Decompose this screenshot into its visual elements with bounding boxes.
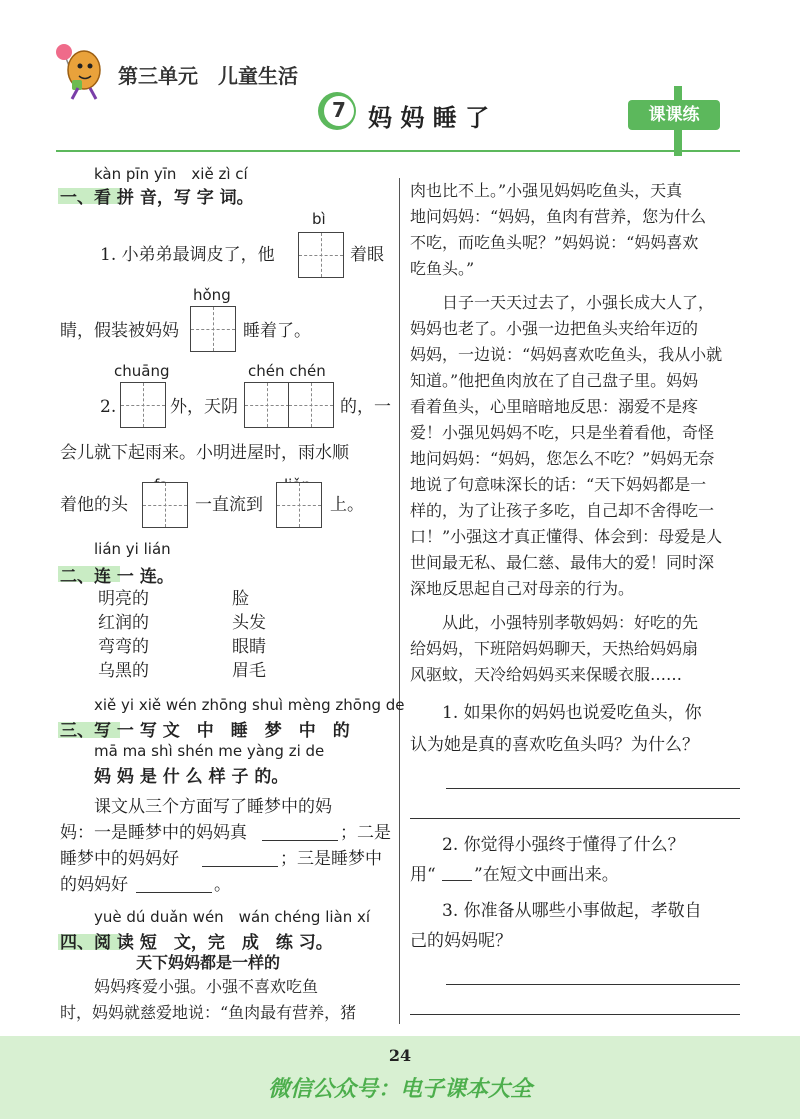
lesson-title: 妈 妈 睡 了 bbox=[368, 104, 490, 132]
q3-line1: 3. 你准备从哪些小事做起，孝敬自 bbox=[442, 901, 702, 921]
story-right-17: 从此，小强特别孝敬妈妈：好吃的先 bbox=[442, 613, 699, 632]
s3-line3a: 睡梦中的妈妈好 bbox=[60, 849, 179, 869]
story-right-13: 样的，为了让孩子多吃，自己却不舍得吃一 bbox=[410, 501, 715, 520]
q2-text-d: 着他的头 bbox=[60, 495, 128, 515]
q2-text-e: 一直流到 bbox=[195, 495, 263, 515]
column-divider bbox=[399, 178, 400, 1024]
story-right-7: 妈妈，一边说：“妈妈喜欢吃鱼头，我从小就 bbox=[410, 345, 723, 364]
blank-1[interactable] bbox=[262, 840, 338, 841]
section3-pinyin2: mā ma shì shén me yàng zi de bbox=[94, 742, 325, 760]
q1-text-a: 1. 小弟弟最调皮了，他 bbox=[100, 245, 275, 265]
story-right-2: 地问妈妈：“妈妈，鱼肉有营养，您为什么 bbox=[410, 207, 707, 226]
q1-line2: 认为她是真的喜欢吃鱼头吗？为什么？ bbox=[410, 735, 699, 755]
story-right-14: 口！”小强这才真正懂得、体会到：母爱是人 bbox=[410, 527, 723, 546]
pinyin-chenchen: chén chén bbox=[248, 362, 326, 380]
lesson-number: 7 bbox=[332, 98, 346, 122]
s3-line1: 课文从三个方面写了睡梦中的妈 bbox=[94, 797, 332, 817]
pinyin-bi: bì bbox=[312, 210, 326, 228]
section3-title1: 三、写 一 写 文 中 睡 梦 中 的 bbox=[60, 721, 350, 741]
story-right-1: 肉也比不上。”小强见妈妈吃鱼头，天真 bbox=[410, 181, 683, 200]
section2-pinyin: lián yi lián bbox=[94, 540, 171, 558]
match-right-2[interactable]: 头发 bbox=[232, 613, 266, 633]
q1-text-b: 着眼 bbox=[350, 245, 384, 265]
section2-title: 二、连 一 连。 bbox=[60, 567, 174, 587]
q2-line2b: ”在短文中画出来。 bbox=[474, 865, 619, 885]
story-right-6: 妈妈也老了。小强一边把鱼头夹给年迈的 bbox=[410, 319, 699, 338]
match-right-4[interactable]: 眉毛 bbox=[232, 661, 266, 681]
section1-pinyin: kàn pīn yīn xiě zì cí bbox=[94, 165, 248, 183]
q2-text-f: 上。 bbox=[330, 495, 364, 515]
section4-title: 四、阅 读 短 文，完 成 练 习。 bbox=[60, 933, 333, 953]
section4-pinyin: yuè dú duǎn wén wán chéng liàn xí bbox=[94, 908, 371, 926]
match-right-3[interactable]: 眼睛 bbox=[232, 637, 266, 657]
s3-line2b: ；二是 bbox=[340, 823, 391, 843]
story-right-9: 看着鱼头，心里暗暗地反思：溺爱不是疼 bbox=[410, 397, 699, 416]
story-left-2: 时，妈妈就慈爱地说：“鱼肉最有营养，猪 bbox=[60, 1003, 357, 1022]
q2-text-c: 会儿就下起雨来。小明进屋时，雨水顺 bbox=[60, 443, 349, 463]
answer-line-2[interactable] bbox=[410, 818, 740, 819]
answer-line-3[interactable] bbox=[446, 984, 740, 985]
q1-text-c: 睛，假装被妈妈 bbox=[60, 321, 179, 341]
header-rule bbox=[56, 150, 740, 152]
wechat-label: 微信公众号：电子课本大全 bbox=[267, 1077, 532, 1102]
mascot-icon bbox=[54, 40, 108, 102]
answer-line-4[interactable] bbox=[410, 1014, 740, 1015]
story-right-18: 给妈妈，下班陪妈妈聊天，天热给妈妈扇 bbox=[410, 639, 699, 658]
story-right-16: 深地反思起自己对母亲的行为。 bbox=[410, 579, 635, 598]
practice-badge: 课课练 bbox=[628, 100, 720, 130]
pinyin-hong: hǒng bbox=[193, 286, 231, 304]
match-left-2[interactable]: 红润的 bbox=[98, 613, 149, 633]
story-right-12: 地说了句意味深长的话：“天下妈妈都是一 bbox=[410, 475, 707, 494]
s3-line4a: 的妈妈好 bbox=[60, 875, 128, 895]
match-left-3[interactable]: 弯弯的 bbox=[98, 637, 149, 657]
s3-line4b: 。 bbox=[214, 875, 231, 895]
s3-line3b: ；三是睡梦中 bbox=[280, 849, 382, 869]
write-box-chen1[interactable] bbox=[244, 382, 290, 428]
write-box-chen2[interactable] bbox=[288, 382, 334, 428]
write-box-hong[interactable] bbox=[190, 306, 236, 352]
match-right-1[interactable]: 脸 bbox=[232, 589, 249, 609]
story-right-4: 吃鱼头。” bbox=[410, 259, 475, 278]
write-box-chuang[interactable] bbox=[120, 382, 166, 428]
unit-label: 第三单元 儿童生活 bbox=[118, 64, 298, 88]
blank-3[interactable] bbox=[136, 892, 212, 893]
section3-pinyin1: xiě yi xiě wén zhōng shuì mèng zhōng de bbox=[94, 696, 405, 714]
story-right-8: 知道。”他把鱼肉放在了自己盘子里。妈妈 bbox=[410, 371, 699, 390]
q2-line2a: 用“ bbox=[410, 865, 436, 885]
write-box-lian[interactable] bbox=[276, 482, 322, 528]
q2-num: 2. bbox=[100, 397, 117, 417]
write-box-bi[interactable] bbox=[298, 232, 344, 278]
story-right-15: 世间最无私、最仁慈、最伟大的爱！同时深 bbox=[410, 553, 715, 572]
q2-text-b: 的，一 bbox=[340, 397, 391, 417]
story-right-5: 日子一天天过去了，小强长成大人了， bbox=[442, 293, 715, 312]
match-left-4[interactable]: 乌黑的 bbox=[98, 661, 149, 681]
story-left-1: 妈妈疼爱小强。小强不喜欢吃鱼 bbox=[94, 977, 319, 996]
answer-line-1[interactable] bbox=[446, 788, 740, 789]
page-number: 24 bbox=[388, 1046, 412, 1065]
blank-2[interactable] bbox=[202, 866, 278, 867]
q3-line2: 己的妈妈呢？ bbox=[410, 931, 512, 951]
q1-text-d: 睡着了。 bbox=[243, 321, 311, 341]
q1-line1: 1. 如果你的妈妈也说爱吃鱼头，你 bbox=[442, 703, 702, 723]
story-right-19: 风驱蚊，天冷给妈妈买来保暖衣服…… bbox=[410, 665, 683, 684]
write-box-fa[interactable] bbox=[142, 482, 188, 528]
q2-line1: 2. 你觉得小强终于懂得了什么？ bbox=[442, 835, 685, 855]
match-left-1[interactable]: 明亮的 bbox=[98, 589, 149, 609]
q2-text-a: 外，天阴 bbox=[170, 397, 238, 417]
story-right-10: 爱！小强见妈妈不吃，只是坐着看他，奇怪 bbox=[410, 423, 715, 442]
story-right-3: 不吃，而吃鱼头呢？”妈妈说：“妈妈喜欢 bbox=[410, 233, 699, 252]
pinyin-chuang: chuāng bbox=[114, 362, 170, 380]
story-right-11: 地问妈妈：“妈妈，您怎么不吃？”妈妈无奈 bbox=[410, 449, 715, 468]
section1-title: 一、看 拼 音，写 字 词。 bbox=[60, 188, 254, 208]
section3-title2: 妈 妈 是 什 么 样 子 的。 bbox=[94, 767, 289, 787]
story-title: 天下妈妈都是一样的 bbox=[136, 953, 281, 972]
s3-line2a: 妈：一是睡梦中的妈妈真 bbox=[60, 823, 247, 843]
blank-mark[interactable] bbox=[442, 880, 472, 881]
